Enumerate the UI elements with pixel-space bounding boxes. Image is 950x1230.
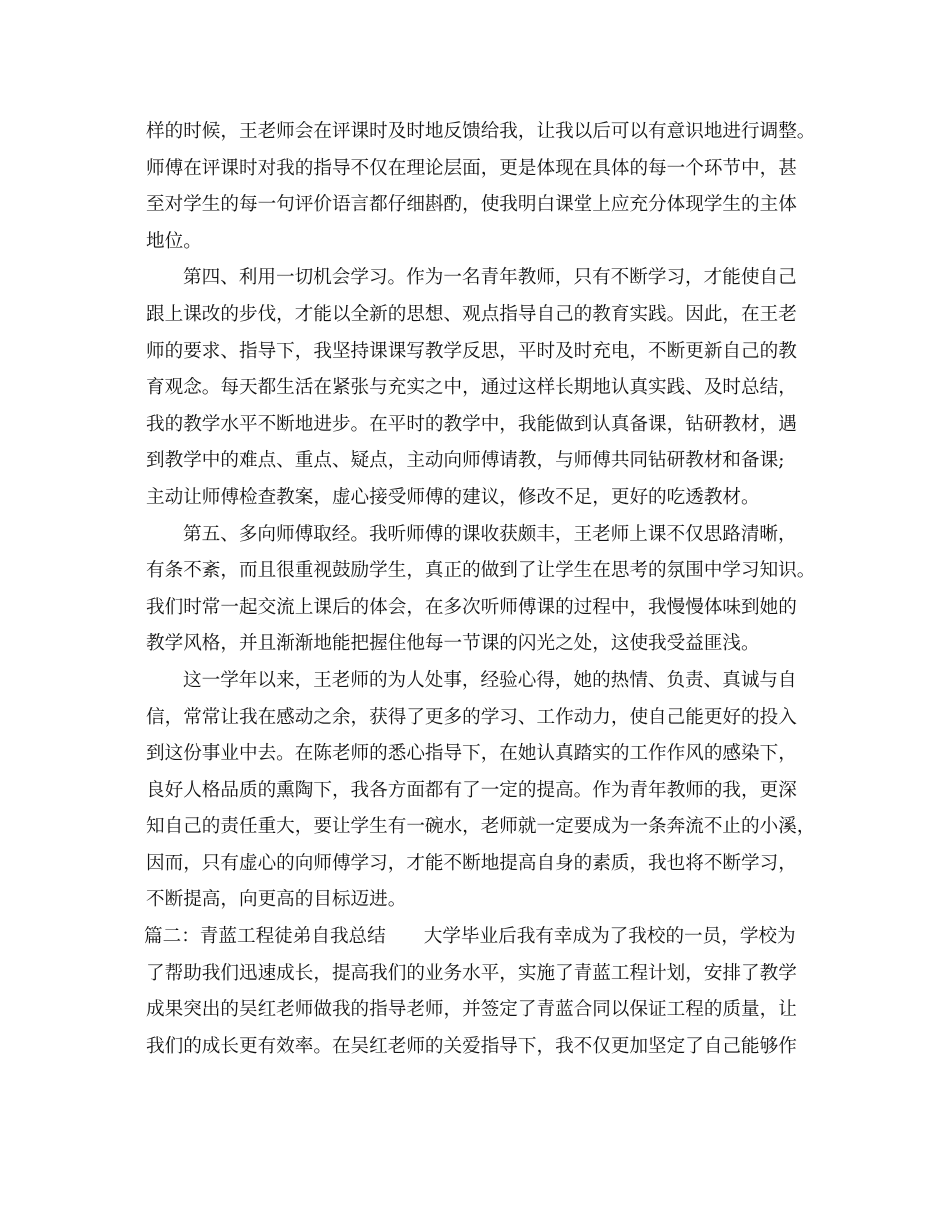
section-2 (146, 919, 816, 1065)
text-line: 师的要求、指导下，我坚持课课写教学反思，平时及时充电，不断更新自己的教 (146, 340, 797, 362)
text-line: 信，常常让我在感动之余，获得了更多的学习、工作动力，使自己能更好的投入 (146, 706, 797, 728)
paragraph-4 (146, 663, 816, 919)
text-line: 到这份事业中去。在陈老师的悉心指导下，在她认真踏实的工作作风的感染下， (146, 743, 797, 765)
section-heading: 篇二：青蓝工程徒弟自我总结 (144, 926, 386, 948)
text-line: 至对学生的每一句评价语言都仔细斟酌，使我明白课堂上应充分体现学生的主体 (146, 194, 797, 216)
text-line: 我们时常一起交流上课后的体会，在多次听师傅课的过程中，我慢慢体味到她的 (146, 596, 797, 618)
text-line: 这一学年以来，王老师的为人处事，经验心得，她的热情、负责、真诚与自 (183, 669, 797, 691)
text-line: 师傅在评课时对我的指导不仅在理论层面，更是体现在具体的每一个环节中，甚 (146, 157, 797, 179)
text-line: 良好人格品质的熏陶下，我各方面都有了一定的提高。作为青年教师的我，更深 (146, 779, 797, 801)
text-line: 第四、利用一切机会学习。作为一名青年教师，只有不断学习，才能使自己 (183, 267, 797, 289)
text-line: 跟上课改的步伐，才能以全新的思想、观点指导自己的教育实践。因此，在王老 (146, 303, 797, 325)
text-line: 了帮助我们迅速成长，提高我们的业务水平，实施了青蓝工程计划，安排了教学 (146, 962, 797, 984)
text-line: 第五、多向师傅取经。我听师傅的课收获颇丰，王老师上课不仅思路清晰， (183, 523, 797, 545)
paragraph-3 (146, 517, 816, 663)
text-line: 不断提高，向更高的目标迈进。 (146, 889, 407, 911)
text-line: 地位。 (146, 230, 202, 252)
text-line: 知自己的责任重大，要让学生有一碗水，老师就一定要成为一条奔流不止的小溪， (146, 816, 816, 838)
text-line: 我的教学水平不断地进步。在平时的教学中，我能做到认真备课，钻研教材，遇 (146, 413, 797, 435)
text-line: 教学风格，并且渐渐地能把握住他每一节课的闪光之处，这使我受益匪浅。 (146, 633, 760, 655)
text-line: 育观念。每天都生活在紧张与充实之中，通过这样长期地认真实践、及时总结， (146, 377, 797, 399)
text-line: 我们的成长更有效率。在吴红老师的关爱指导下，我不仅更加坚定了自己能够作 (146, 1035, 797, 1057)
text-line: 因而，只有虚心的向师傅学习，才能不断地提高自身的素质，我也将不断学习， (146, 852, 797, 874)
text-run: 大学毕业后我有幸成为了我校的一员，学校为 (423, 926, 796, 948)
text-line: 成果突出的吴红老师做我的指导老师，并签定了青蓝合同以保证工程的质量，让 (146, 999, 797, 1021)
text-line: 到教学中的难点、重点、疑点，主动向师傅请教，与师傅共同钻研教材和备课; (146, 450, 785, 472)
paragraph-2 (146, 260, 816, 516)
text-line: 样的时候，王老师会在评课时及时地反馈给我，让我以后可以有意识地进行调整。 (146, 121, 816, 142)
body-text (146, 114, 816, 1065)
section-2-first-line (144, 919, 816, 956)
paragraph-1 (146, 114, 816, 260)
text-line: 主动让师傅检查教案，虚心接受师傅的建议，修改不足，更好的吃透教材。 (146, 486, 760, 508)
text-line: 有条不紊，而且很重视鼓励学生，真正的做到了让学生在思考的氛围中学习知识。 (146, 560, 816, 582)
